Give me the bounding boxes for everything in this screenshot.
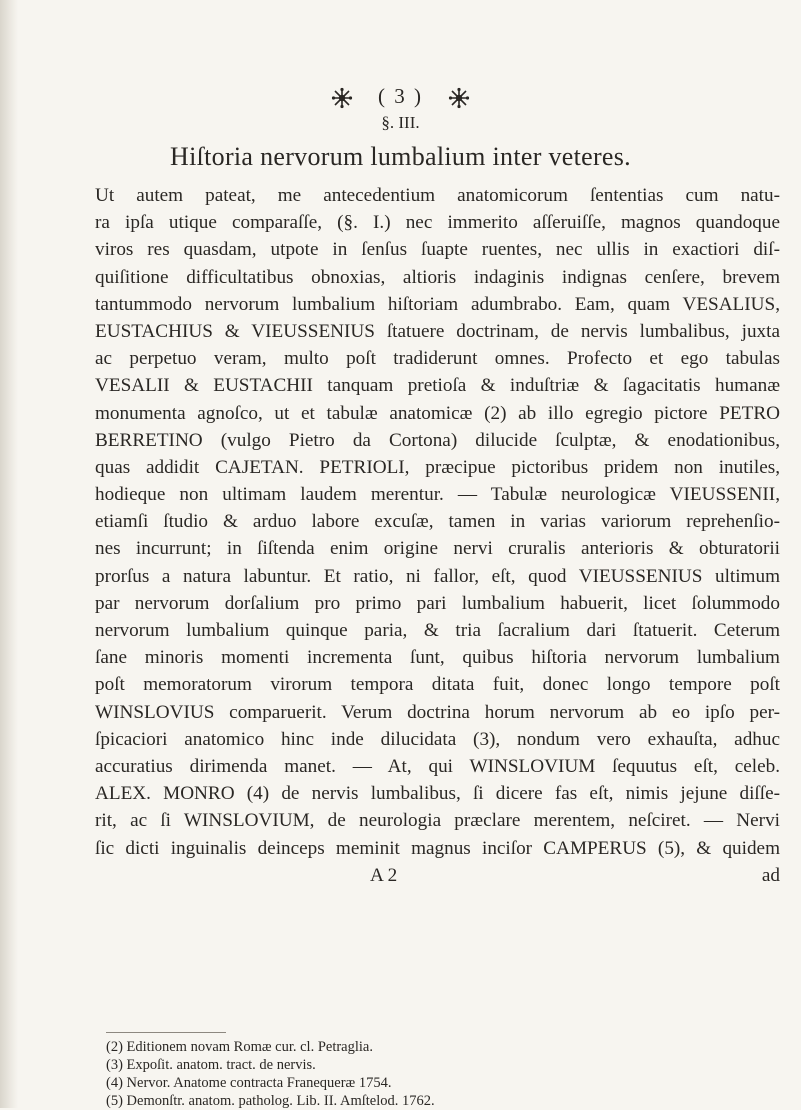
fleuron-left-icon — [331, 87, 353, 109]
text-line: rit, ac ſi WINSLOVIUM, de neurologia præclare merentem, neſciret. — Nervi — [95, 810, 780, 832]
signature-mark: A 2 — [370, 864, 398, 886]
text-line: VESALII & EUSTACHII tanquam pretioſa & induſtriæ & ſagacitatis humanæ — [95, 375, 780, 397]
text-line: EUSTACHIUS & VIEUSSENIUS ſtatuere doctrinam, de nervis lumbalibus, juxta — [95, 320, 780, 342]
text-line: viros res quasdam, utpote in ſenſus ſuapte ruentes, nec ullis in exactiori diſ- — [95, 239, 780, 261]
text-line: ac perpetuo veram, multo poſt tradiderunt omnes. Profecto et ego tabulas — [95, 348, 780, 370]
footnote: (3) Expoſit. anatom. tract. de nervis. — [106, 1057, 316, 1073]
section-title: Hiſtoria nervorum lumbalium inter veteres. — [170, 142, 631, 171]
page-number: ( 3 ) — [378, 84, 423, 108]
text-line: monumenta agnoſco, ut et tabulæ anatomicæ (2) ab illo egregio pictore PETRO — [95, 402, 780, 424]
footnote: (5) Demonſtr. anatom. patholog. Lib. II. Amſtelod. 1762. — [106, 1093, 435, 1109]
text-line: ſane minoris momenti incrementa ſunt, quibus hiſtoria nervorum lumbalium — [95, 647, 780, 669]
text-line: etiamſi ſtudio & arduo labore excuſæ, tamen in varias variorum reprehenſio- — [95, 511, 780, 533]
footnotes — [106, 1038, 766, 1110]
text-line: ALEX. MONRO (4) de nervis lumbalibus, ſi dicere fas eſt, nimis jejune diſſe- — [95, 783, 780, 805]
footnote: (2) Editionem novam Romæ cur. cl. Petraglia. — [106, 1039, 373, 1055]
text-line: Ut autem pateat, me antecedentium anatomicorum ſententias cum natu- — [95, 185, 780, 206]
text-line: quiſitione difficultatibus obnoxias, altioris indaginis indignas cenſere, brevem — [95, 266, 780, 288]
footnote-rule — [106, 1032, 226, 1033]
text-line: accuratius dirimenda manet. — At, qui WINSLOVIUM ſequutus eſt, celeb. — [95, 755, 780, 777]
catch-line — [95, 862, 780, 889]
text-line: par nervorum dorſalium pro primo pari lumbalium habuerit, licet ſolummodo — [95, 592, 780, 614]
section-number: §. III. — [381, 113, 420, 132]
page-header — [0, 84, 801, 109]
text-line: ſic dicti inguinalis deinceps meminit magnus inciſor CAMPERUS (5), & quidem — [95, 837, 780, 859]
text-line: BERRETINO (vulgo Pietro da Cortona) dilucide ſculptæ, & enodationibus, — [95, 429, 780, 451]
text-line: ra ipſa utique comparaſſe, (§. I.) nec immerito aſſeruiſſe, magnos quandoque — [95, 212, 780, 234]
body-text — [95, 182, 780, 889]
footnote: (4) Nervor. Anatome contracta Franequeræ 1754. — [106, 1075, 392, 1091]
text-line: ſpicaciori anatomico hinc inde dilucidata (3), nondum vero exhauſta, adhuc — [95, 728, 780, 750]
text-line: quas addidit CAJETAN. PETRIOLI, præcipue pictoribus pridem non inutiles, — [95, 456, 780, 478]
text-line: poſt memoratorum virorum tempora ditata fuit, donec longo tempore poſt — [95, 674, 780, 696]
text-line: nes incurrunt; in ſiſtenda enim origine nervi cruralis anterioris & obturatorii — [95, 538, 780, 560]
fleuron-right-icon — [448, 87, 470, 109]
text-line: WINSLOVIUS comparuerit. Verum doctrina horum nervorum ab eo ipſo per- — [95, 701, 780, 723]
text-line: hodieque non ultimam laudem merentur. — Tabulæ neurologicæ VIEUSSENII, — [95, 484, 780, 506]
catchword: ad — [761, 864, 780, 886]
text-line: tantummodo nervorum lumbalium hiſtoriam adumbrabo. Eam, quam VESALIUS, — [95, 293, 780, 315]
text-line: nervorum lumbalium quinque paria, & tria ſacralium dari ſtatuerit. Ceterum — [95, 620, 780, 641]
text-line: prorſus a natura labuntur. Et ratio, ni fallor, eſt, quod VIEUSSENIUS ultimum — [95, 565, 780, 587]
